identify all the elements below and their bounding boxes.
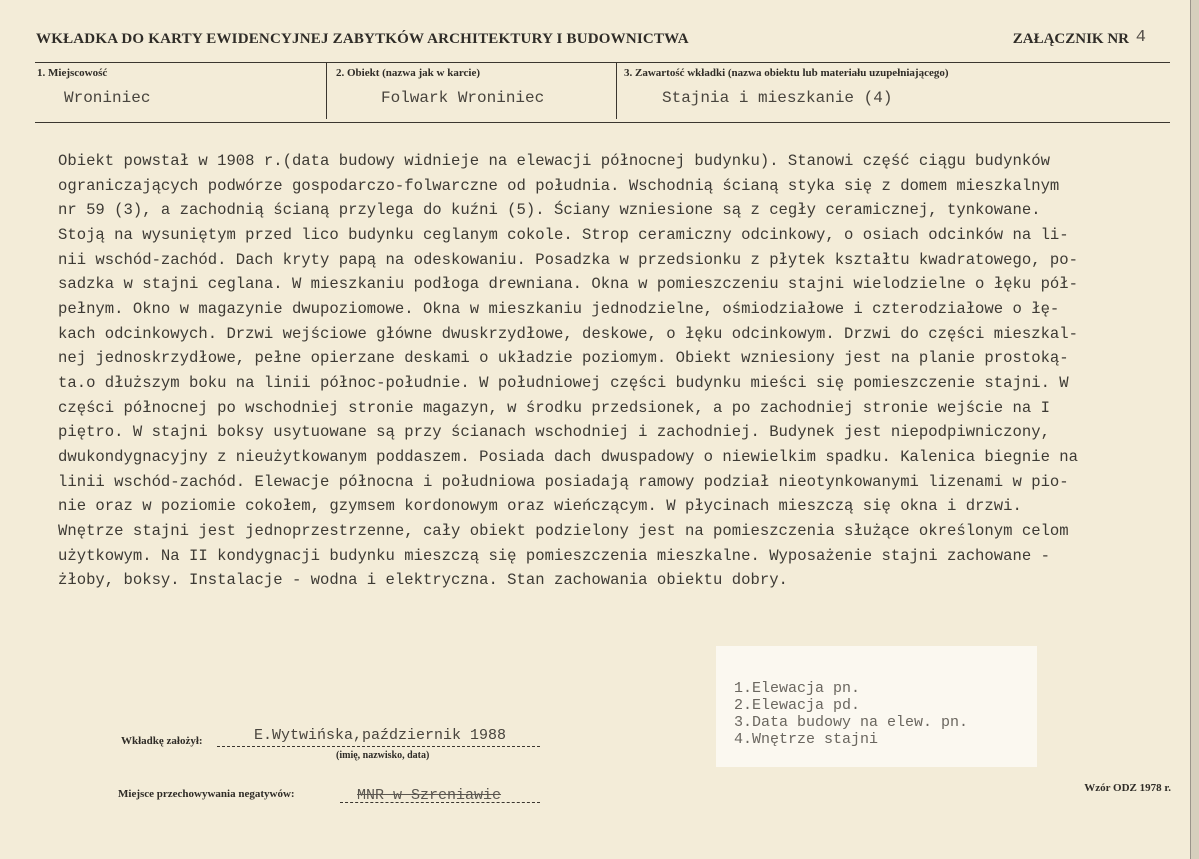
object-value: Folwark Wroniniec — [381, 89, 545, 107]
photo-legend-list — [734, 680, 968, 748]
form-code: Wzór ODZ 1978 r. — [1084, 782, 1171, 794]
fields-bottom-divider — [35, 122, 1170, 123]
locality-value: Wroniniec — [64, 89, 151, 107]
field-divider-1 — [326, 62, 327, 119]
legend-item: 4.Wnętrze stajni — [734, 731, 879, 748]
object-label: 2. Obiekt (nazwa jak w karcie) — [336, 67, 481, 79]
header-divider — [35, 62, 1170, 63]
author-value: E.Wytwińska,październik 1988 — [254, 727, 507, 744]
form-title: WKŁADKA DO KARTY EWIDENCYJNEJ ZABYTKÓW ARCHITEKTURY I BUDOWNICTWA — [36, 31, 689, 47]
author-label: Wkładkę założył: — [121, 735, 203, 747]
content-value: Stajnia i mieszkanie (4) — [662, 89, 893, 107]
storage-value: MNR w Szreniawie — [357, 787, 502, 804]
author-underline — [217, 746, 540, 747]
legend-item: 1.Elewacja pn. — [734, 680, 861, 697]
legend-item: 3.Data budowy na elew. pn. — [734, 714, 969, 731]
author-caption: (imię, nazwisko, data) — [336, 750, 430, 761]
legend-item: 2.Elewacja pd. — [734, 697, 861, 714]
object-description: Obiekt powstał w 1908 r.(data budowy widnieje na elewacji północnej budynku). Stanowi część ciągu budynków ograniczających podwórze gospodarczo-folwarczne od południa. Wschodnią ścianą styka się z domem mieszkalnym nr 59 (3), a zachodnią ścianą przylega do kuźni (5). Ściany wzniesione są z cegły ceramicznej, tynkowane. Stoją na wysuniętym przed lico budynku ceglanym cokole. Strop ceramiczny odcinkowy, o osiach odcinków na li- nii wschód-zachód. Dach kryty papą na odeskowaniu. Posadzka w przedsionku z płytek kształtu kwadratowego, po- sadzka w stajni ceglana. W mieszkaniu podłoga drewniana. Okna w pomieszczeniu stajni wielodzielne o łęku pół- pełnym. Okno w magazynie dwupoziomowe. Okna w mieszkaniu jednodzielne, ośmiodziałowe i czterodziałowe o łę- kach odcinkowych. Drzwi wejściowe główne dwuskrzydłowe, deskowe, o łęku odcinkowym. Drzwi do części mieszkal- nej jednoskrzydłowe, pełne opierzane deskami o układzie poziomym. Obiekt wzniesiony jest na planie prostoką- ta.o dłuższym boku na linii północ-południe. W południowej części budynku mieści się pomieszczenie stajni. W części północnej po wschodniej stronie magazyn, w środku przedsionek, a po zachodniej stronie wejście na I piętro. W stajni boksy usytuowane są przy ścianach wschodniej i zachodniej. Budynek jest niepodpiwniczony, dwukondygnacyjny z nieużytkowanym poddaszem. Posiada dach dwuspadowy o niewielkim spadku. Kalenica biegnie na linii wschód-zachód. Elewacje północna i południowa posiadają ramowy podział nieotynkowanymi lizenami w pio- nie oraz w poziomie cokołem, gzymsem kordonowym oraz wieńczącym. W płycinach mieszczą się okna i drzwi. Wnętrze stajni jest jednoprzestrzenne, cały obiekt podzielony jest na pomieszczenia służące określonym celom użytkowym. Na II kondygnacji budynku mieszczą się pomieszczenia mieszkalne. Wyposażenie stajni zachowane - żłoby, boksy. Instalacje - wodna i elektryczna. Stan zachowania obiektu dobry. — [58, 152, 1078, 590]
storage-underline — [340, 802, 540, 803]
content-label: 3. Zawartość wkładki (nazwa obiektu lub materiału uzupełniającego) — [624, 67, 949, 79]
locality-label: 1. Miejscowość — [37, 67, 108, 79]
scan-edge — [1190, 0, 1199, 859]
field-divider-2 — [616, 62, 617, 119]
storage-label: Miejsce przechowywania negatywów: — [118, 788, 295, 800]
attachment-label: ZAŁĄCZNIK NR — [1012, 31, 1129, 47]
attachment-number: 4 — [1135, 28, 1146, 47]
